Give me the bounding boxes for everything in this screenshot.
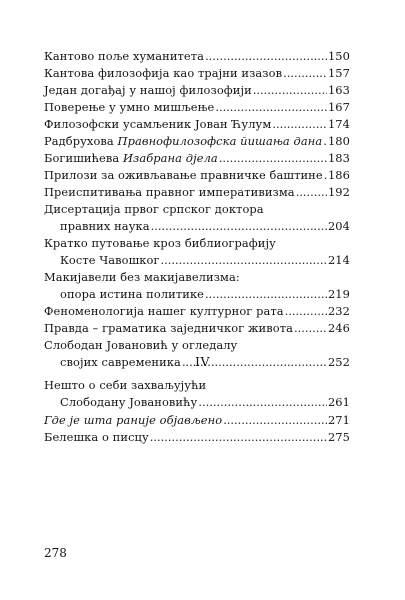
toc-entry-page: 261 <box>327 395 350 409</box>
toc-entry-title: Кантово поље хуманитета <box>44 49 205 63</box>
toc-entry <box>44 412 350 429</box>
toc-entry <box>44 377 350 411</box>
toc-entry-title-italic: Изабрана дјела <box>122 151 218 165</box>
toc-entry-title-line2: опора истина политике <box>60 287 205 301</box>
toc-entry-page: 186 <box>327 168 350 182</box>
toc-entry-page: 183 <box>327 151 350 165</box>
dot-leader <box>294 320 327 337</box>
toc-entry-page: 150 <box>327 49 350 63</box>
table-of-contents-section-iv <box>44 377 350 446</box>
toc-entry-page: 163 <box>327 83 350 97</box>
toc-entry-title-line2: својих савременика <box>60 355 181 369</box>
toc-entry-title-line2: Косте Чавошког <box>60 253 160 267</box>
toc-entry <box>44 201 350 235</box>
toc-entry-page: 167 <box>327 100 350 114</box>
toc-entry <box>44 235 350 269</box>
toc-entry-title-line1: Кратко путовање кроз библиографију <box>44 236 276 250</box>
dot-leader <box>161 252 327 269</box>
dot-leader <box>253 82 327 99</box>
toc-entry <box>44 65 350 82</box>
toc-entry-title-line1: Нешто о себи захваљујући <box>44 378 207 392</box>
dot-leader <box>150 429 327 446</box>
toc-entry-page: 252 <box>327 355 350 369</box>
toc-entry <box>44 167 350 184</box>
dot-leader <box>285 303 327 320</box>
dot-leader <box>215 99 327 116</box>
toc-entry <box>44 184 350 201</box>
dot-leader <box>324 167 327 184</box>
toc-entry-page: 246 <box>327 321 350 335</box>
toc-entry-page: 214 <box>327 253 350 267</box>
toc-entry <box>44 82 350 99</box>
toc-entry-title: Правда – граматика заједничког живота <box>44 321 293 335</box>
table-of-contents <box>44 48 350 371</box>
toc-entry-title-line1: Дисертација првог српског доктора <box>44 202 264 216</box>
toc-entry-page: 174 <box>327 117 350 131</box>
dot-leader <box>151 218 327 235</box>
toc-entry-title: Феноменологија нашег културног рата <box>44 304 284 318</box>
toc-entry <box>44 269 350 303</box>
section-number: IV <box>195 354 210 369</box>
dot-leader <box>205 48 327 65</box>
toc-entry-page: 232 <box>327 304 350 318</box>
toc-entry-title: Поверење у умно мишљење <box>44 100 215 114</box>
toc-entry-title: Филозофски усамљеник Јован Ћулум <box>44 117 272 131</box>
toc-entry-page: 180 <box>327 134 350 148</box>
toc-entry-title-line2: Слободану Јовановићу <box>60 395 198 409</box>
toc-entry-title <box>44 150 218 167</box>
dot-leader <box>198 394 327 411</box>
toc-entry <box>44 303 350 320</box>
dot-leader <box>272 116 327 133</box>
toc-entry <box>44 429 350 446</box>
toc-entry-title-line2: правних наука <box>60 219 150 233</box>
toc-entry-title: Преиспитивања правног императивизма <box>44 185 295 199</box>
toc-entry-title-line1: Слободан Јовановић у огледалу <box>44 338 238 352</box>
toc-entry-title: Прилози за оживљавање правничке баштине <box>44 168 323 182</box>
toc-entry-title-italic: Правнофилозофска йишања дана <box>117 134 323 148</box>
toc-entry <box>44 133 350 150</box>
page-number: 278 <box>44 546 67 560</box>
toc-entry-page: 275 <box>327 430 350 444</box>
toc-entry-page: 219 <box>327 287 350 301</box>
toc-entry-title: Кантова филозофија као трајни изазов <box>44 66 283 80</box>
toc-entry <box>44 99 350 116</box>
toc-entry-title-line1: Макијавели без макијавелизма: <box>44 270 240 284</box>
toc-entry-title: Где је шта раније објављено <box>44 413 223 427</box>
toc-entry-title: Белешка о писцу <box>44 430 149 444</box>
dot-leader <box>296 184 327 201</box>
toc-entry <box>44 320 350 337</box>
toc-entry <box>44 116 350 133</box>
dot-leader <box>283 65 327 82</box>
toc-entry <box>44 150 350 167</box>
toc-entry-page: 192 <box>327 185 350 199</box>
dot-leader <box>323 133 327 150</box>
toc-entry-page: 271 <box>327 413 350 427</box>
toc-entry-title-plain: Богишићева <box>44 151 123 165</box>
dot-leader <box>219 150 327 167</box>
dot-leader <box>223 412 327 429</box>
toc-entry-page: 157 <box>327 66 350 80</box>
toc-entry-title-plain: Радбрухова <box>44 134 118 148</box>
toc-entry-title <box>44 133 322 150</box>
toc-entry-title: Један догађај у нашој филозофији <box>44 83 252 97</box>
toc-entry-page: 204 <box>327 219 350 233</box>
dot-leader <box>205 286 327 303</box>
toc-entry <box>44 48 350 65</box>
